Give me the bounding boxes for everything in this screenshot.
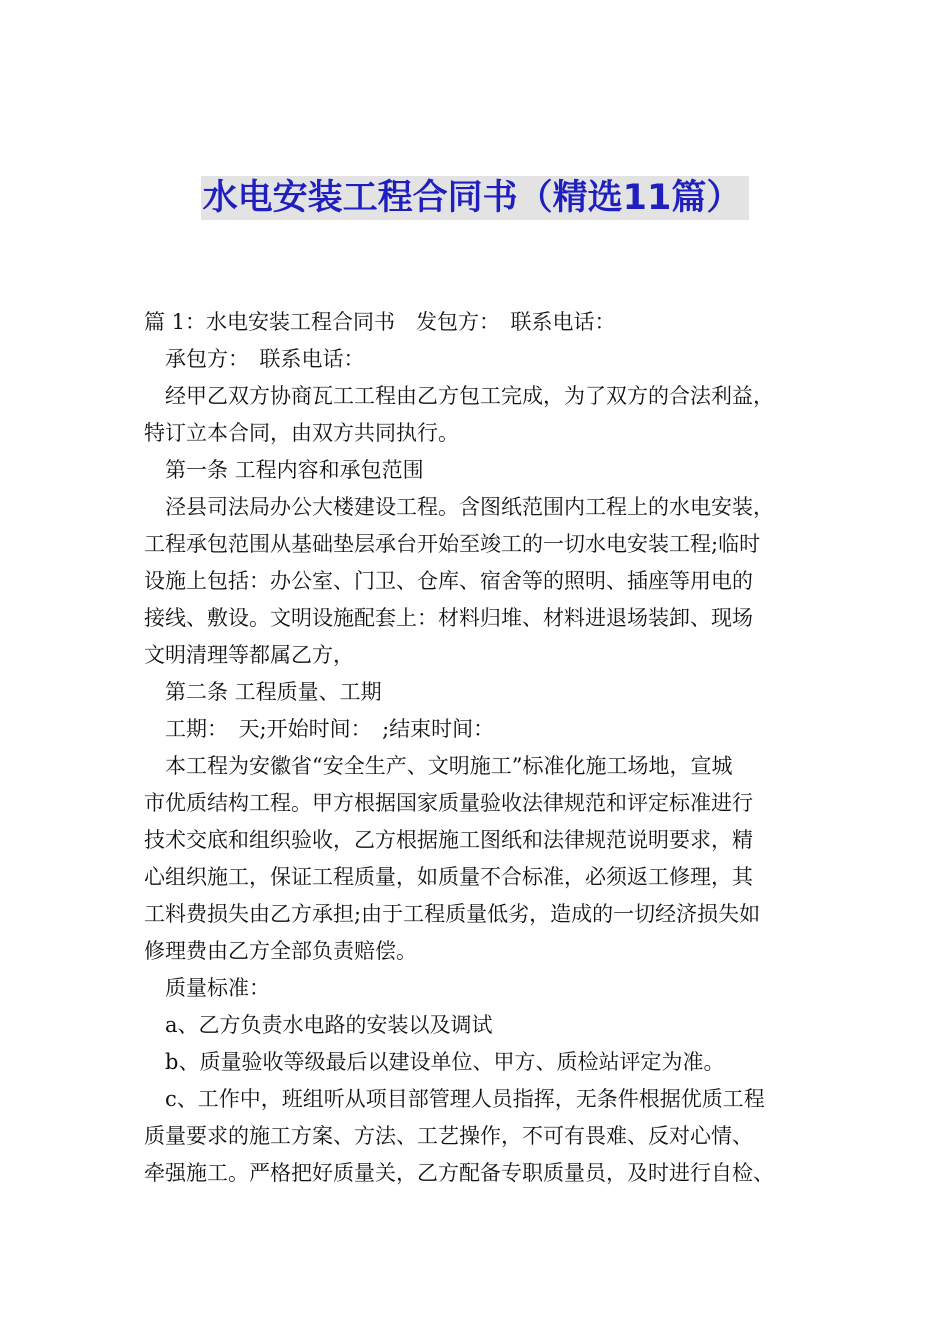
text-line: 工期： 天;开始时间： ;结束时间： — [165, 717, 495, 741]
text-line: 技术交底和组织验收，乙方根据施工图纸和法律规范说明要求，精 — [144, 828, 753, 852]
section-heading: 第一条 工程内容和承包范围 — [165, 458, 424, 482]
document-body — [144, 304, 814, 1192]
text-line: 质量标准： — [165, 976, 270, 1000]
text-line: 文明清理等都属乙方， — [144, 643, 354, 667]
text-line: 经甲乙双方协商瓦工工程由乙方包工完成，为了双方的合法利益， — [165, 384, 774, 408]
section-heading: 第二条 工程质量、工期 — [165, 680, 382, 704]
text-line: 设施上包括：办公室、门卫、仓库、宿舍等的照明、插座等用电的 — [144, 569, 753, 593]
document-title: 水电安装工程合同书（精选11篇） — [201, 176, 750, 220]
text-line: 特订立本合同，由双方共同执行。 — [144, 421, 459, 445]
text-line: 修理费由乙方全部负责赔偿。 — [144, 939, 417, 963]
text-line: 承包方： 联系电话： — [165, 347, 365, 371]
text-line: 篇 1：水电安装工程合同书 发包方： 联系电话： — [144, 310, 616, 334]
text-line: 工程承包范围从基础垫层承台开始至竣工的一切水电安装工程;临时 — [144, 532, 761, 556]
text-line: 心组织施工，保证工程质量，如质量不合标准，必须返工修理，其 — [144, 865, 753, 889]
text-line: 质量要求的施工方案、方法、工艺操作，不可有畏难、反对心情、 — [144, 1124, 753, 1148]
list-item: b、质量验收等级最后以建设单位、甲方、质检站评定为准。 — [165, 1050, 725, 1074]
text-line: 市优质结构工程。甲方根据国家质量验收法律规范和评定标准进行 — [144, 791, 753, 815]
text-line: 泾县司法局办公大楼建设工程。含图纸范围内工程上的水电安装， — [165, 495, 774, 519]
text-line: 牵强施工。严格把好质量关，乙方配备专职质量员，及时进行自检、 — [144, 1161, 774, 1185]
text-line: 工料费损失由乙方承担;由于工程质量低劣，造成的一切经济损失如 — [144, 902, 761, 926]
text-line: 接线、敷设。文明设施配套上：材料归堆、材料进退场装卸、现场 — [144, 606, 753, 630]
list-item: c、工作中，班组听从项目部管理人员指挥，无条件根据优质工程 — [165, 1087, 765, 1111]
list-item: a、乙方负责水电路的安装以及调试 — [165, 1013, 493, 1037]
text-line: 本工程为安徽省“安全生产、文明施工”标准化施工场地，宣城 — [165, 754, 733, 778]
title-container — [0, 176, 950, 220]
